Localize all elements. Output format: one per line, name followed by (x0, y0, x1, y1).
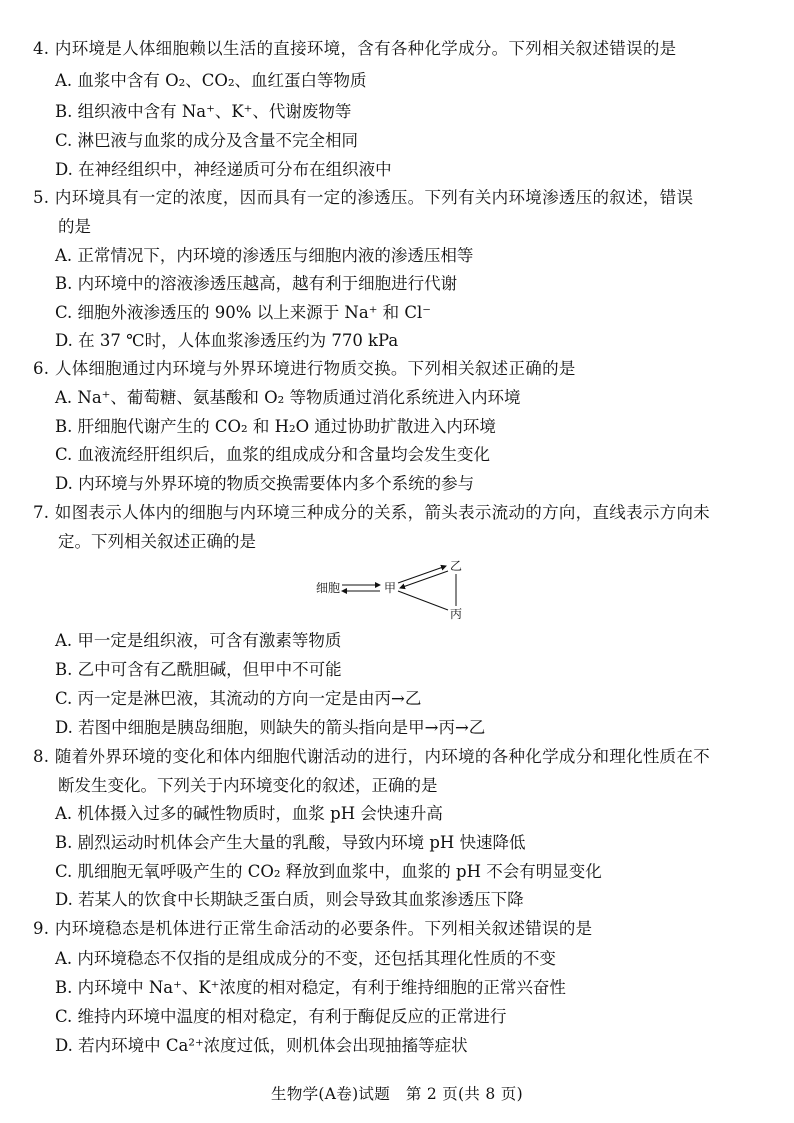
question-5-option-d: D. 在 37 ℃时，人体血浆渗透压约为 770 kPa (55, 331, 399, 350)
question-8-option-a: A. 机体摄入过多的碱性物质时，血浆 pH 会快速升高 (55, 804, 443, 823)
question-7-stem-line-2: 定。下列相关叙述正确的是 (58, 532, 256, 551)
diagram-label-cell: 细胞 (316, 581, 341, 595)
question-6-stem: 6. 人体细胞通过内环境与外界环境进行物质交换。下列相关叙述正确的是 (33, 359, 576, 378)
question-5-stem-line-2: 的是 (58, 217, 91, 236)
question-8-stem-line-1: 8. 随着外界环境的变化和体内细胞代谢活动的进行，内环境的各种化学成分和理化性质在不 (33, 747, 711, 766)
question-7 (33, 502, 763, 524)
question-6-option-d: D. 内环境与外界环境的物质交换需要体内多个系统的参与 (55, 474, 475, 493)
question-8-option-d: D. 若某人的饮食中长期缺乏蛋白质，则会导致其血浆渗透压下降 (55, 890, 524, 909)
question-9-stem: 9. 内环境稳态是机体进行正常生命活动的必要条件。下列相关叙述错误的是 (33, 919, 593, 938)
question-6-option-c: C. 血液流经肝组织后，血浆的组成成分和含量均会发生变化 (55, 445, 491, 464)
diagram-line-jia-bing (398, 591, 448, 610)
question-6-option-b: B. 肝细胞代谢产生的 CO₂ 和 H₂O 通过协助扩散进入内环境 (55, 417, 496, 436)
question-4-option-c: C. 淋巴液与血浆的成分及含量不完全相同 (55, 131, 359, 150)
question-8-stem-line-2: 断发生变化。下列关于内环境变化的叙述，正确的是 (58, 776, 438, 795)
question-8-option-b: B. 剧烈运动时机体会产生大量的乳酸，导致内环境 pH 快速降低 (55, 833, 526, 852)
question-7-option-b: B. 乙中可含有乙酰胆碱，但甲中不可能 (55, 660, 342, 679)
diagram-label-jia: 甲 (384, 581, 397, 595)
question-4-option-d: D. 在神经组织中，神经递质可分布在组织液中 (55, 160, 392, 179)
question-6 (33, 358, 763, 380)
question-7-option-c: C. 丙一定是淋巴液，其流动的方向一定是由丙→乙 (55, 689, 422, 708)
fluid-relationship-diagram (310, 558, 490, 622)
diagram-label-bing: 丙 (450, 607, 463, 621)
question-4-stem: 4. 内环境是人体细胞赖以生活的直接环境，含有各种化学成分。下列相关叙述错误的是 (33, 39, 677, 58)
question-5-option-a: A. 正常情况下，内环境的渗透压与细胞内液的渗透压相等 (55, 246, 474, 265)
question-4-option-a: A. 血浆中含有 O₂、CO₂、血红蛋白等物质 (55, 71, 367, 90)
question-9-option-d: D. 若内环境中 Ca²⁺浓度过低，则机体会出现抽搐等症状 (55, 1036, 468, 1055)
question-8 (33, 746, 763, 768)
diagram-label-yi: 乙 (450, 559, 463, 573)
question-5-stem-line-1: 5. 内环境具有一定的浓度，因而具有一定的渗透压。下列有关内环境渗透压的叙述，错误 (33, 188, 694, 207)
question-9-option-b: B. 内环境中 Na⁺、K⁺浓度的相对稳定，有利于维持细胞的正常兴奋性 (55, 978, 566, 997)
question-4 (33, 38, 763, 60)
question-9 (33, 918, 763, 940)
question-9-option-a: A. 内环境稳态不仅指的是组成成分的不变，还包括其理化性质的不变 (55, 949, 556, 968)
question-8-option-c: C. 肌细胞无氧呼吸产生的 CO₂ 释放到血浆中，血浆的 pH 不会有明显变化 (55, 862, 602, 881)
question-5 (33, 187, 763, 209)
question-7-option-d: D. 若图中细胞是胰岛细胞，则缺失的箭头指向是甲→丙→乙 (55, 718, 486, 737)
question-7-option-a: A. 甲一定是组织液，可含有激素等物质 (55, 631, 342, 650)
question-5-option-c: C. 细胞外液渗透压的 90% 以上来源于 Na⁺ 和 Cl⁻ (55, 303, 432, 322)
question-7-stem-line-1: 7. 如图表示人体内的细胞与内环境三种成分的关系，箭头表示流动的方向，直线表示方向未 (33, 503, 711, 522)
question-5-option-b: B. 内环境中的溶液渗透压越高，越有利于细胞进行代谢 (55, 274, 458, 293)
question-4-option-b: B. 组织液中含有 Na⁺、K⁺、代谢废物等 (55, 102, 352, 121)
page-footer: 生物学(A卷)试题 第 2 页(共 8 页) (271, 1085, 523, 1103)
question-6-option-a: A. Na⁺、葡萄糖、氨基酸和 O₂ 等物质通过消化系统进入内环境 (55, 388, 521, 407)
question-9-option-c: C. 维持内环境中温度的相对稳定，有利于酶促反应的正常进行 (55, 1007, 507, 1026)
